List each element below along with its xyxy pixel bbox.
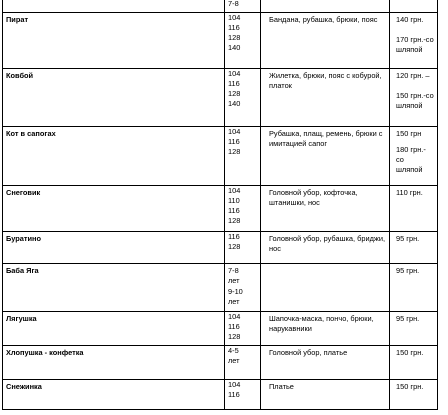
- price-cell: [390, 232, 438, 264]
- size-value: лет: [228, 355, 240, 365]
- costume-contents: Головной убор, платье: [261, 346, 390, 380]
- size-value: 7-8: [228, 0, 239, 8]
- table-row: [3, 346, 438, 380]
- costume-contents: Жилетка, брюки, пояс с кобурой, платок: [261, 69, 390, 127]
- costume-contents: Платье: [261, 380, 390, 410]
- table-row: [3, 127, 438, 186]
- price-cell: [390, 13, 438, 69]
- table-row: [3, 69, 438, 127]
- price-text: 110 грн.: [396, 188, 423, 197]
- costume-name: Снеговик: [3, 186, 225, 232]
- costume-contents: Головной убор, рубашка, бриджи, нос: [261, 232, 390, 264]
- costume-name: Кот в сапогах: [3, 127, 225, 186]
- size-value: 7-8: [228, 266, 239, 275]
- size-value: 116: [228, 232, 240, 241]
- table-row: [3, 13, 438, 69]
- table-row: [3, 0, 438, 13]
- price-text: 120 грн. –: [396, 71, 430, 80]
- size-value: 104: [228, 13, 241, 22]
- size-value: 104: [228, 69, 241, 78]
- table-row: [3, 186, 438, 232]
- size-value: 116: [228, 78, 240, 88]
- size-cell: [225, 346, 261, 380]
- size-value: 9-10: [228, 286, 243, 296]
- size-value: 128: [228, 146, 241, 156]
- size-value: 104: [228, 186, 241, 195]
- size-value: 116: [228, 205, 240, 215]
- size-cell: [225, 69, 261, 127]
- costume-name: Баба Яга: [3, 264, 225, 312]
- price-cell: [390, 264, 438, 312]
- size-cell: [225, 312, 261, 346]
- table-row: [3, 380, 438, 410]
- price-cell: [390, 346, 438, 380]
- size-value: 116: [228, 389, 240, 399]
- price-text: 170 грн.-со: [396, 34, 434, 44]
- size-value: 128: [228, 88, 241, 98]
- price-text: 150 грн.-со: [396, 90, 434, 100]
- costume-contents: Шапочка-маска, пончо, брюки, нарукавники: [261, 312, 390, 346]
- price-cell: [390, 0, 438, 13]
- price-cell: [390, 380, 438, 410]
- price-text: шляпой: [396, 100, 423, 110]
- costume-name: Пират: [3, 13, 225, 69]
- size-value: 110: [228, 195, 240, 205]
- size-value: 128: [228, 241, 241, 251]
- size-value: 128: [228, 215, 241, 225]
- costume-contents: Головной убор, кофточка, штанишки, нос: [261, 186, 390, 232]
- costume-price-table: [2, 0, 438, 410]
- size-value: 104: [228, 380, 241, 389]
- price-text: шляпой: [396, 44, 423, 54]
- price-text: 150 грн.: [396, 348, 424, 357]
- price-cell: [390, 312, 438, 346]
- price-text: 95 грн.: [396, 314, 420, 323]
- size-value: 116: [228, 321, 240, 331]
- size-value: 116: [228, 22, 240, 32]
- price-text: 140 грн.: [396, 15, 424, 24]
- costume-name: Лягушка: [3, 312, 225, 346]
- size-cell: [225, 380, 261, 410]
- size-cell: [225, 186, 261, 232]
- price-text: со: [396, 154, 404, 164]
- size-cell: [225, 232, 261, 264]
- costume-name: Буратино: [3, 232, 225, 264]
- costume-price-table-page: [2, 0, 438, 410]
- size-cell: [225, 127, 261, 186]
- size-value: 104: [228, 127, 241, 136]
- size-value: 128: [228, 32, 241, 42]
- size-cell: [225, 0, 261, 13]
- costume-contents: Бандана, рубашка, брюки, пояс: [261, 13, 390, 69]
- price-cell: [390, 127, 438, 186]
- costume-name: Ковбой: [3, 69, 225, 127]
- price-cell: [390, 69, 438, 127]
- table-row: [3, 264, 438, 312]
- price-text: 95 грн.: [396, 234, 420, 243]
- costume-name: Снежинка: [3, 380, 225, 410]
- size-value: 128: [228, 331, 241, 341]
- size-value: 4-5: [228, 346, 239, 355]
- costume-name: [3, 0, 225, 13]
- size-cell: [225, 13, 261, 69]
- price-text: шляпой: [396, 164, 423, 174]
- table-row: [3, 312, 438, 346]
- price-text: 95 грн.: [396, 266, 420, 275]
- costume-name: Хлопушка - конфетка: [3, 346, 225, 380]
- price-text: 180 грн.-: [396, 144, 426, 154]
- costume-contents: [261, 264, 390, 312]
- costume-contents: [261, 0, 390, 13]
- size-value: лет: [228, 296, 240, 306]
- size-value: 140: [228, 98, 241, 108]
- size-value: 116: [228, 136, 240, 146]
- price-text: 150 грн: [396, 129, 422, 138]
- size-cell: [225, 264, 261, 312]
- costume-contents: Рубашка, плащ, ремень, брюки с имитацией сапог: [261, 127, 390, 186]
- price-text: 150 грн.: [396, 382, 424, 391]
- size-value: 140: [228, 42, 241, 52]
- size-value: лет: [228, 275, 240, 285]
- price-cell: [390, 186, 438, 232]
- table-row: [3, 232, 438, 264]
- size-value: 104: [228, 312, 241, 321]
